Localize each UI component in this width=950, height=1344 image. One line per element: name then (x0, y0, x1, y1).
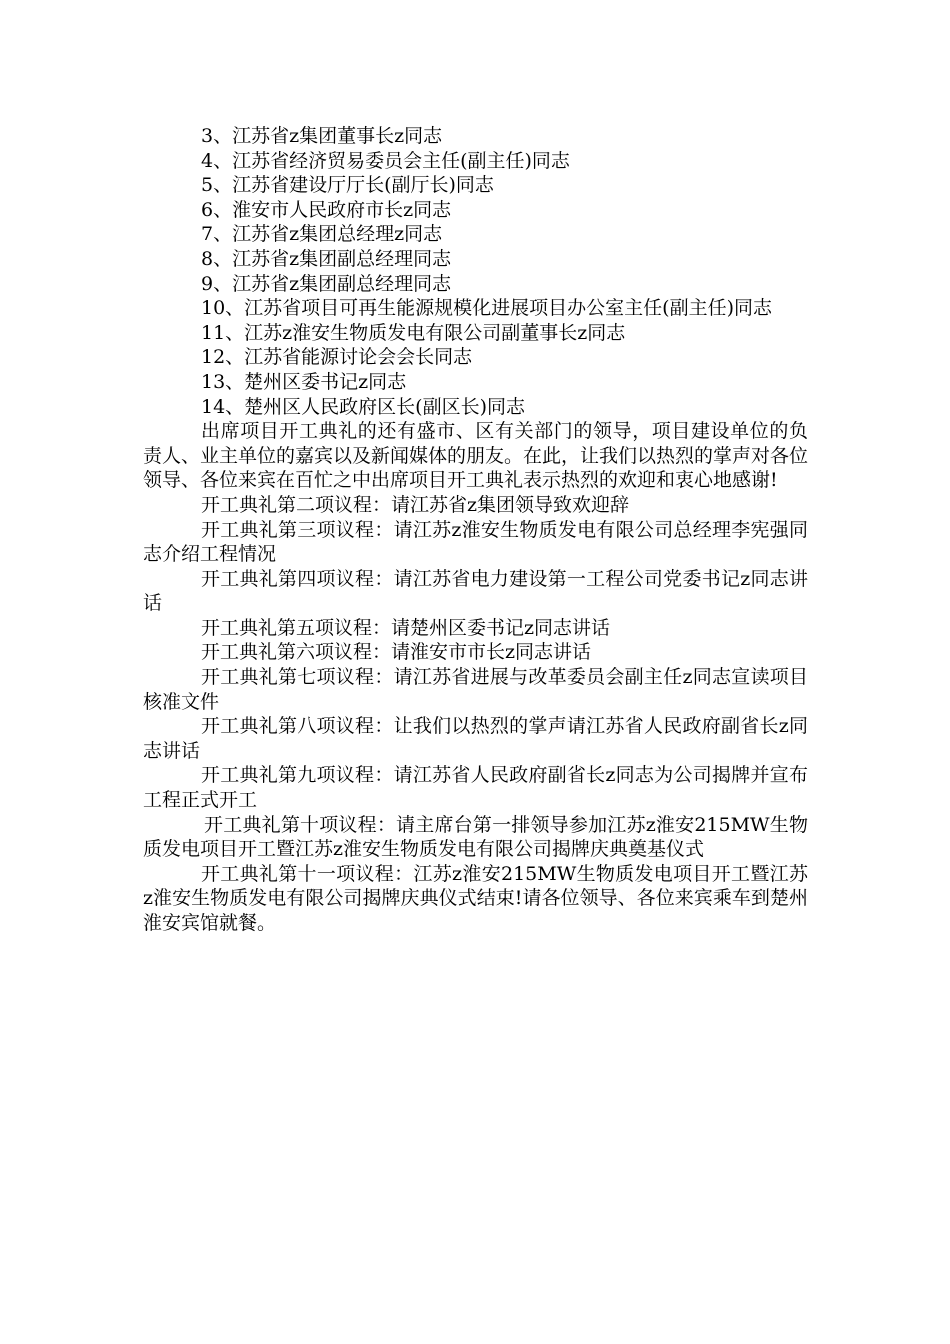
agenda-item-7: 开工典礼第七项议程：请江苏省进展与改革委员会副主任z同志宣读项目核准文件 (143, 666, 808, 713)
list-item-6: 6、淮安市人民政府市长z同志 (201, 198, 452, 221)
agenda-item-10: 开工典礼第十项议程：请主席台第一排领导参加江苏z淮安215MW生物质发电项目开工暨江苏z淮安生物质发电有限公司揭牌庆典奠基仪式 (143, 813, 808, 861)
list-item-5: 5、江苏省建设厅厅长(副厅长)同志 (201, 174, 494, 197)
list-item-8: 8、江苏省z集团副总经理同志 (201, 247, 452, 270)
agenda-item-8: 开工典礼第八项议程：让我们以热烈的掌声请江苏省人民政府副省长z同志讲话 (143, 715, 808, 762)
list-item-9: 9、江苏省z集团副总经理同志 (201, 272, 452, 295)
list-item-10: 10、江苏省项目可再生能源规模化进展项目办公室主任(副主任)同志 (201, 297, 773, 320)
list-item-13: 13、楚州区委书记z同志 (201, 370, 407, 393)
agenda-item-9: 开工典礼第九项议程：请江苏省人民政府副省长z同志为公司揭牌并宣布工程正式开工 (143, 764, 808, 812)
agenda-item-6: 开工典礼第六项议程：请淮安市市长z同志讲话 (201, 641, 592, 664)
document-body (143, 124, 808, 936)
list-item-4: 4、江苏省经济贸易委员会主任(副主任)同志 (201, 149, 570, 172)
list-item-11: 11、江苏z淮安生物质发电有限公司副董事长z同志 (201, 321, 626, 344)
agenda-item-3: 开工典礼第三项议程：请江苏z淮安生物质发电有限公司总经理李宪强同志介绍工程情况 (143, 518, 808, 566)
agenda-item-2: 开工典礼第二项议程：请江苏省z集团领导致欢迎辞 (201, 493, 630, 516)
agenda-item-4: 开工典礼第四项议程：请江苏省电力建设第一工程公司党委书记z同志讲话 (143, 567, 808, 615)
agenda-item-11: 开工典礼第十一项议程：江苏z淮安215MW生物质发电项目开工暨江苏z淮安生物质发电有限公司揭牌庆典仪式结束!请各位领导、各位来宾乘车到楚州淮安宾馆就餐。 (143, 862, 808, 934)
list-item-3: 3、江苏省z集团董事长z同志 (201, 125, 443, 147)
list-item-12: 12、江苏省能源讨论会会长同志 (201, 346, 473, 369)
list-item-14: 14、楚州区人民政府区长(副区长)同志 (201, 395, 526, 418)
attendance-paragraph: 出席项目开工典礼的还有盛市、区有关部门的领导，项目建设单位的负责人、业主单位的嘉宾以及新闻媒体的朋友。在此，让我们以热烈的掌声对各位领导、各位来宾在百忙之中出席项目开工典礼表示热烈的欢迎和衷心地感谢! (143, 420, 809, 492)
agenda-item-5: 开工典礼第五项议程：请楚州区委书记z同志讲话 (201, 616, 611, 639)
list-item-7: 7、江苏省z集团总经理z同志 (201, 223, 443, 246)
